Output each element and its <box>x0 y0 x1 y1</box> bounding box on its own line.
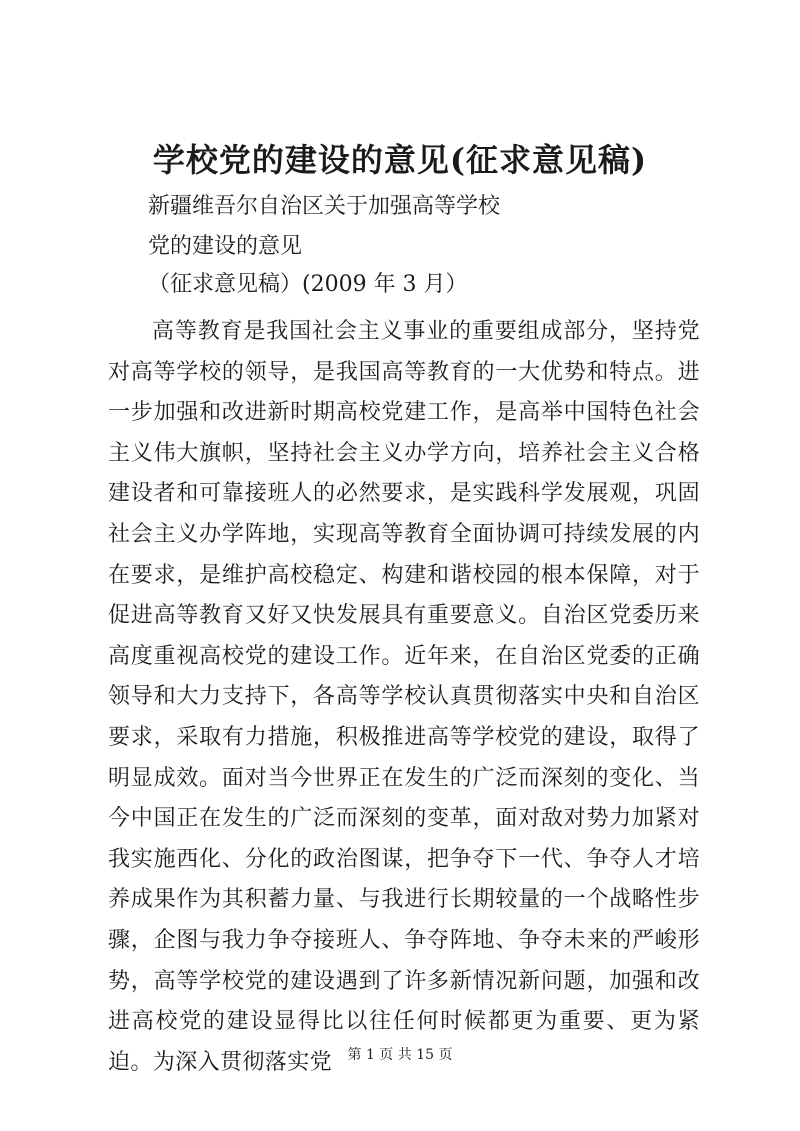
page-number-footer: 第 1 页 共 15 页 <box>347 1047 453 1063</box>
draft-note: （征求意见稿）(2009 年 3 月） <box>148 272 468 297</box>
page-title: 学校党的建设的意见(征求意见稿) <box>152 141 648 179</box>
body-paragraph: 高等教育是我国社会主义事业的重要组成部分，坚持党对高等学校的领导，是我国高等教育的一大优势和特点。进一步加强和改进新时期高校党建工作，是高举中国特色社会主义伟大旗帜，坚持社会主义办学方向，培养社会主义合格建设者和可靠接班人的必然要求，是实践科学发展观，巩固社会主义办学阵地，实现高等教育全面协调可持续发展的内在要求，是维护高校稳定、构建和谐校园的根本保障，对于促进高等教育又好又快发展具有重要意义。自治区党委历来高度重视高校党的建设工作。近年来，在自治区党委的正确领导和大力支持下，各高等学校认真贯彻落实中央和自治区要求，采取有力措施，积极推进高等学校党的建设，取得了明显成效。面对当今世界正在发生的广泛而深刻的变化、当今中国正在发生的广泛而深刻的变革，面对敌对势力加紧对我实施西化、分化的政治图谋，把争夺下一代、争夺人才培养成果作为其积蓄力量、与我进行长期较量的一个战略性步骤，企图与我力争夺接班人、争夺阵地、争夺未来的严峻形势，高等学校党的建设遇到了许多新情况新问题，加强和改进高校党的建设显得比以往任何时候都更为重要、更为紧迫。为深入贯彻落实党 <box>108 319 700 1075</box>
subtitle-line-2: 党的建设的意见 <box>148 234 303 259</box>
subtitle-line-1: 新疆维吾尔自治区关于加强高等学校 <box>148 194 501 219</box>
